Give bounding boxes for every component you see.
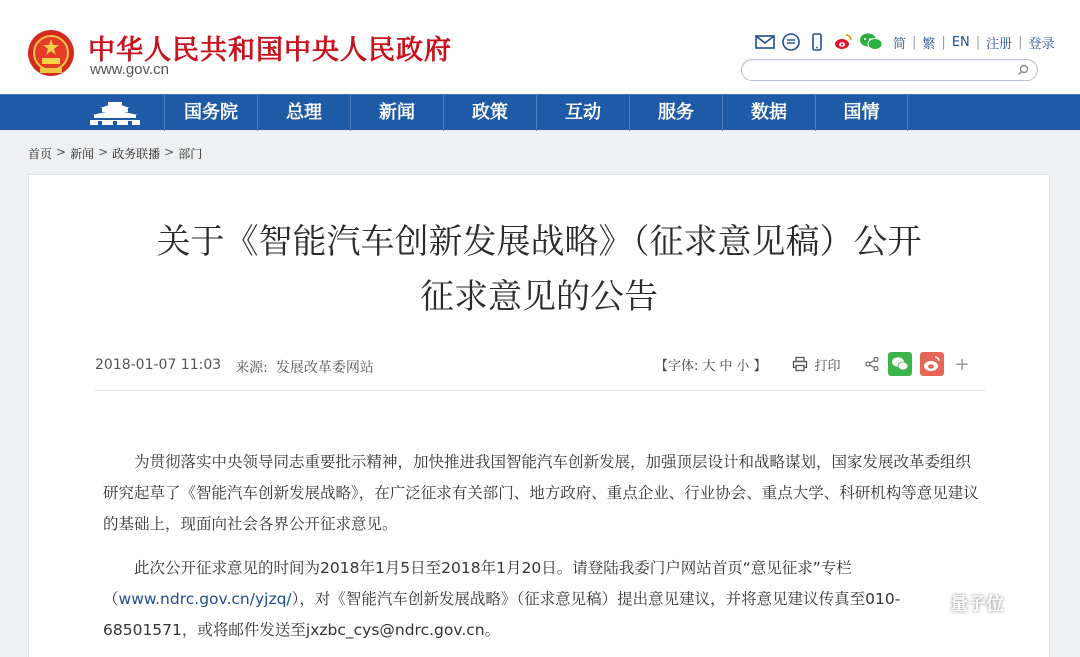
lang-english-link[interactable]: EN <box>951 34 970 50</box>
nav-item-news[interactable]: 新闻 <box>350 95 443 131</box>
watermark <box>920 590 1004 616</box>
nav-item-services[interactable]: 服务 <box>629 95 722 131</box>
nav-item-national-info[interactable]: 国情 <box>815 95 908 131</box>
article-title-line-1: 关于《智能汽车创新发展战略》（征求意见稿）公开 <box>156 222 922 262</box>
font-size-label: 【字体: <box>655 358 699 374</box>
meta-divider <box>95 390 985 391</box>
paragraph-2-text-a: 此次公开征求意见的时间为2018年1月5日至2018年1月20日。请登陆我委门户网站首页“意见征求”专栏（ <box>103 559 852 608</box>
national-emblem-icon[interactable] <box>26 28 76 78</box>
article-title <box>89 215 989 325</box>
article-paragraph-2 <box>103 553 983 646</box>
nav-item-state-council[interactable]: 国务院 <box>164 95 257 131</box>
separator: | <box>941 34 946 50</box>
font-size-small[interactable]: 小 <box>736 358 750 374</box>
breadcrumb-separator: > <box>164 145 175 159</box>
article-card <box>28 174 1050 657</box>
site-title[interactable]: 中华人民共和国中央人民政府 <box>88 35 452 66</box>
separator: | <box>1018 34 1023 50</box>
tiananmen-home-icon[interactable] <box>86 99 144 127</box>
breadcrumb-news[interactable]: 新闻 <box>70 147 95 161</box>
article-meta <box>95 357 374 377</box>
search-icon[interactable] <box>1016 63 1030 77</box>
login-link[interactable]: 登录 <box>1028 36 1055 52</box>
share-icon[interactable] <box>864 356 880 372</box>
article-paragraph-1: 为贯彻落实中央领导同志重要批示精神，加快推进我国智能汽车创新发展，加强顶层设计和战略谋划，国家发展改革委组织研究起草了《智能汽车创新发展战略》，在广泛征求有关部门、地方政府、重点企业、行业协会、重点大学、科研机构等意见建议的基础上，现面向社会各界公开征求意见。 <box>103 453 979 533</box>
font-size-label-end: 】 <box>753 358 767 374</box>
source-label: 来源: <box>235 360 268 376</box>
breadcrumb-separator: > <box>98 145 109 159</box>
search-box <box>741 59 1038 81</box>
site-domain: www.gov.cn <box>90 61 169 78</box>
site-header <box>0 0 1080 94</box>
source-name: 发展改革委网站 <box>275 360 374 376</box>
article-tools <box>655 350 970 378</box>
separator: | <box>912 34 917 50</box>
qbitai-logo-icon <box>920 592 944 614</box>
font-size-medium[interactable]: 中 <box>719 358 733 374</box>
main-nav <box>0 94 1080 130</box>
weibo-share-icon[interactable] <box>920 352 944 376</box>
watermark-text: 量子位 <box>950 594 1004 615</box>
font-size-selector <box>655 355 766 374</box>
separator: | <box>975 34 981 50</box>
paragraph-2-text-b: ），对《智能汽车创新发展战略》（征求意见稿）提出意见建议，并将意见建议传真至010-68501571，或将邮件发送至jxzbc_cys@ndrc.gov.cn。 <box>103 590 901 639</box>
font-size-large[interactable]: 大 <box>702 358 716 374</box>
nav-items <box>164 95 908 131</box>
register-link[interactable]: 注册 <box>986 36 1013 52</box>
nav-item-data[interactable]: 数据 <box>722 95 815 131</box>
breadcrumb-gov-broadcast[interactable]: 政务联播 <box>112 147 161 161</box>
nav-item-interaction[interactable]: 互动 <box>536 95 629 131</box>
wechat-share-icon[interactable] <box>888 352 912 376</box>
lang-simplified-link[interactable]: 简 <box>893 36 907 52</box>
breadcrumb-departments[interactable]: 部门 <box>178 147 203 161</box>
breadcrumb <box>28 145 202 162</box>
top-toolbar <box>755 30 1055 54</box>
mail-icon[interactable] <box>755 32 775 52</box>
chat-bubble-icon[interactable] <box>781 32 801 52</box>
weibo-icon[interactable] <box>833 32 853 52</box>
breadcrumb-separator: > <box>56 145 67 159</box>
publish-date: 2018-01-07 11:03 <box>95 357 222 373</box>
nav-item-premier[interactable]: 总理 <box>257 95 350 131</box>
ndrc-yjzq-link[interactable]: www.ndrc.gov.cn/yjzq/ <box>118 590 292 608</box>
more-share-icon[interactable]: + <box>954 353 970 375</box>
printer-icon <box>792 356 808 372</box>
print-button[interactable] <box>792 355 840 374</box>
nav-item-policy[interactable]: 政策 <box>443 95 536 131</box>
lang-traditional-link[interactable]: 繁 <box>922 36 936 52</box>
article-title-line-2: 征求意见的公告 <box>420 277 658 317</box>
search-input[interactable] <box>752 61 1012 81</box>
mobile-icon[interactable] <box>807 32 827 52</box>
share-toolbar <box>864 352 969 376</box>
print-label: 打印 <box>814 358 841 374</box>
wechat-icon[interactable] <box>859 32 883 52</box>
language-links <box>893 33 1055 52</box>
breadcrumb-home[interactable]: 首页 <box>28 147 53 161</box>
